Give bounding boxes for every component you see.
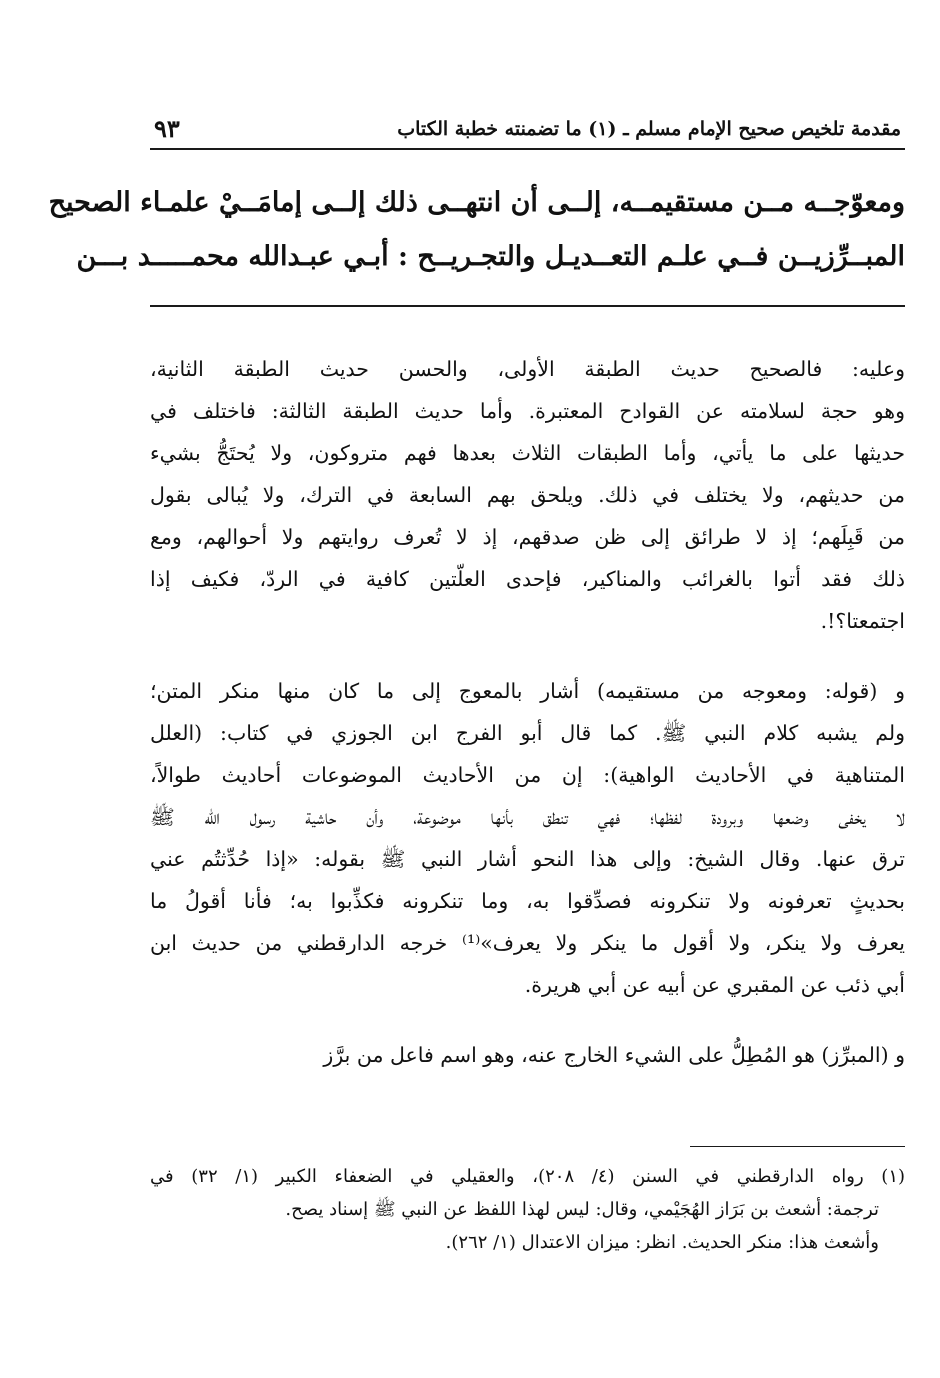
commentary xyxy=(150,348,905,1104)
text-line: اجتمعتا؟!. xyxy=(820,609,905,633)
footnote-line: وأشعث هذا: منكر الحديث. انظر: ميزان الاعتدال (١/ ٢٦٢). xyxy=(445,1232,879,1253)
commentary-paragraph xyxy=(150,670,905,1006)
matn-line: ومعوّجــه مــن مستقيمــه، إلــى أن انتهــى ذلك إلــى إمامَــيْ علمـاء الصحيح xyxy=(48,187,905,218)
commentary-paragraph xyxy=(150,348,905,642)
text-line: وهو حجة لسلامته عن القوادح المعتبرة. وأما حديث الطبقة الثالثة: فاختلف في xyxy=(150,399,905,423)
header-title: مقدمة تلخيص صحيح الإمام مسلم ـ (١) ما تضمنته خطبة الكتاب xyxy=(397,118,901,140)
text-line: المتناهية في الأحاديث الواهية): إن من الأحاديث الموضوعات أحاديث طوالاً، xyxy=(150,763,905,787)
text-line: ولم يشبه كلام النبي ﷺ. كما قال أبو الفرج ابن الجوزي في كتاب: (العلل xyxy=(150,721,905,745)
footnotes xyxy=(150,1160,905,1259)
matn-line: المبــرِّزيــن فــي علـم التعــديـل والتجـريــح : أبـي عبـدالله محمـــــد بـــن xyxy=(76,241,905,272)
footnote-divider xyxy=(690,1146,905,1147)
text-line: حديثها على ما يأتي، وأما الطبقات الثلاث بعدها فهم متروكون، ولا يُحتَجُّ بشيء xyxy=(150,441,905,465)
text-line: أبي ذئب عن المقبري عن أبيه عن أبي هريرة. xyxy=(524,973,905,997)
text-line: لا يخفى وضعها وبرودة لفظها؛ فهي تنطق بأنها موضوعة، وأن حاشية رسول الله ﷺ xyxy=(150,805,905,829)
matn-divider xyxy=(150,305,905,307)
text-line: وعليه: فالصحيح حديث الطبقة الأولى، والحسن حديث الطبقة الثانية، xyxy=(150,357,905,381)
text-line: بحديثٍ تعرفونه ولا تنكرونه فصدِّقوا به، وما تنكرونه فكذِّبوا به؛ فأنا أقولُ ما xyxy=(150,889,905,913)
running-header xyxy=(150,112,905,150)
text-line: و (المبرِّز) هو المُطِلُّ على الشيء الخارج عنه، وهو اسم فاعل من برَّز xyxy=(323,1043,905,1067)
page-number: ٩٣ xyxy=(154,114,180,143)
footnote-line: ترجمة: أشعث بن بَرَاز الهُجَيْمي، وقال: ليس لهذا اللفظ عن النبي ﷺ إسناد يصح. xyxy=(285,1199,879,1220)
text-line: و (قوله: ومعوجه من مستقيمه) أشار بالمعوج إلى ما كان منها منكر المتن؛ xyxy=(150,679,905,703)
commentary-paragraph xyxy=(150,1034,905,1076)
text-line: يعرف ولا ينكر، ولا أقول ما ينكر ولا يعرف»⁽¹⁾ خرجه الدارقطني من حديث ابن xyxy=(150,931,906,955)
matn-text xyxy=(48,176,905,284)
text-line: ترق عنها. وقال الشيخ: وإلى هذا النحو أشار النبي ﷺ بقوله: «إذا حُدِّثتُم عني xyxy=(150,847,905,871)
footnote-line: (١) رواه الدارقطني في السنن (٤/ ٢٠٨)، والعقيلي في الضعفاء الكبير (١/ ٣٢) في xyxy=(150,1166,906,1187)
text-line: من قَبِلَهم؛ إذ لا طرائق إلى ظن صدقهم، إذ لا تُعرف روايتهم ولا أحوالهم، ومع xyxy=(150,525,905,549)
text-line: من حديثهم، ولا يختلف في ذلك. ويلحق بهم السابعة في الترك، ولا يُبالى بقول xyxy=(150,483,905,507)
text-line: ذلك فقد أتوا بالغرائب والمناكير، فإحدى العلّتين كافية في الردّ، فكيف إذا xyxy=(150,567,905,591)
